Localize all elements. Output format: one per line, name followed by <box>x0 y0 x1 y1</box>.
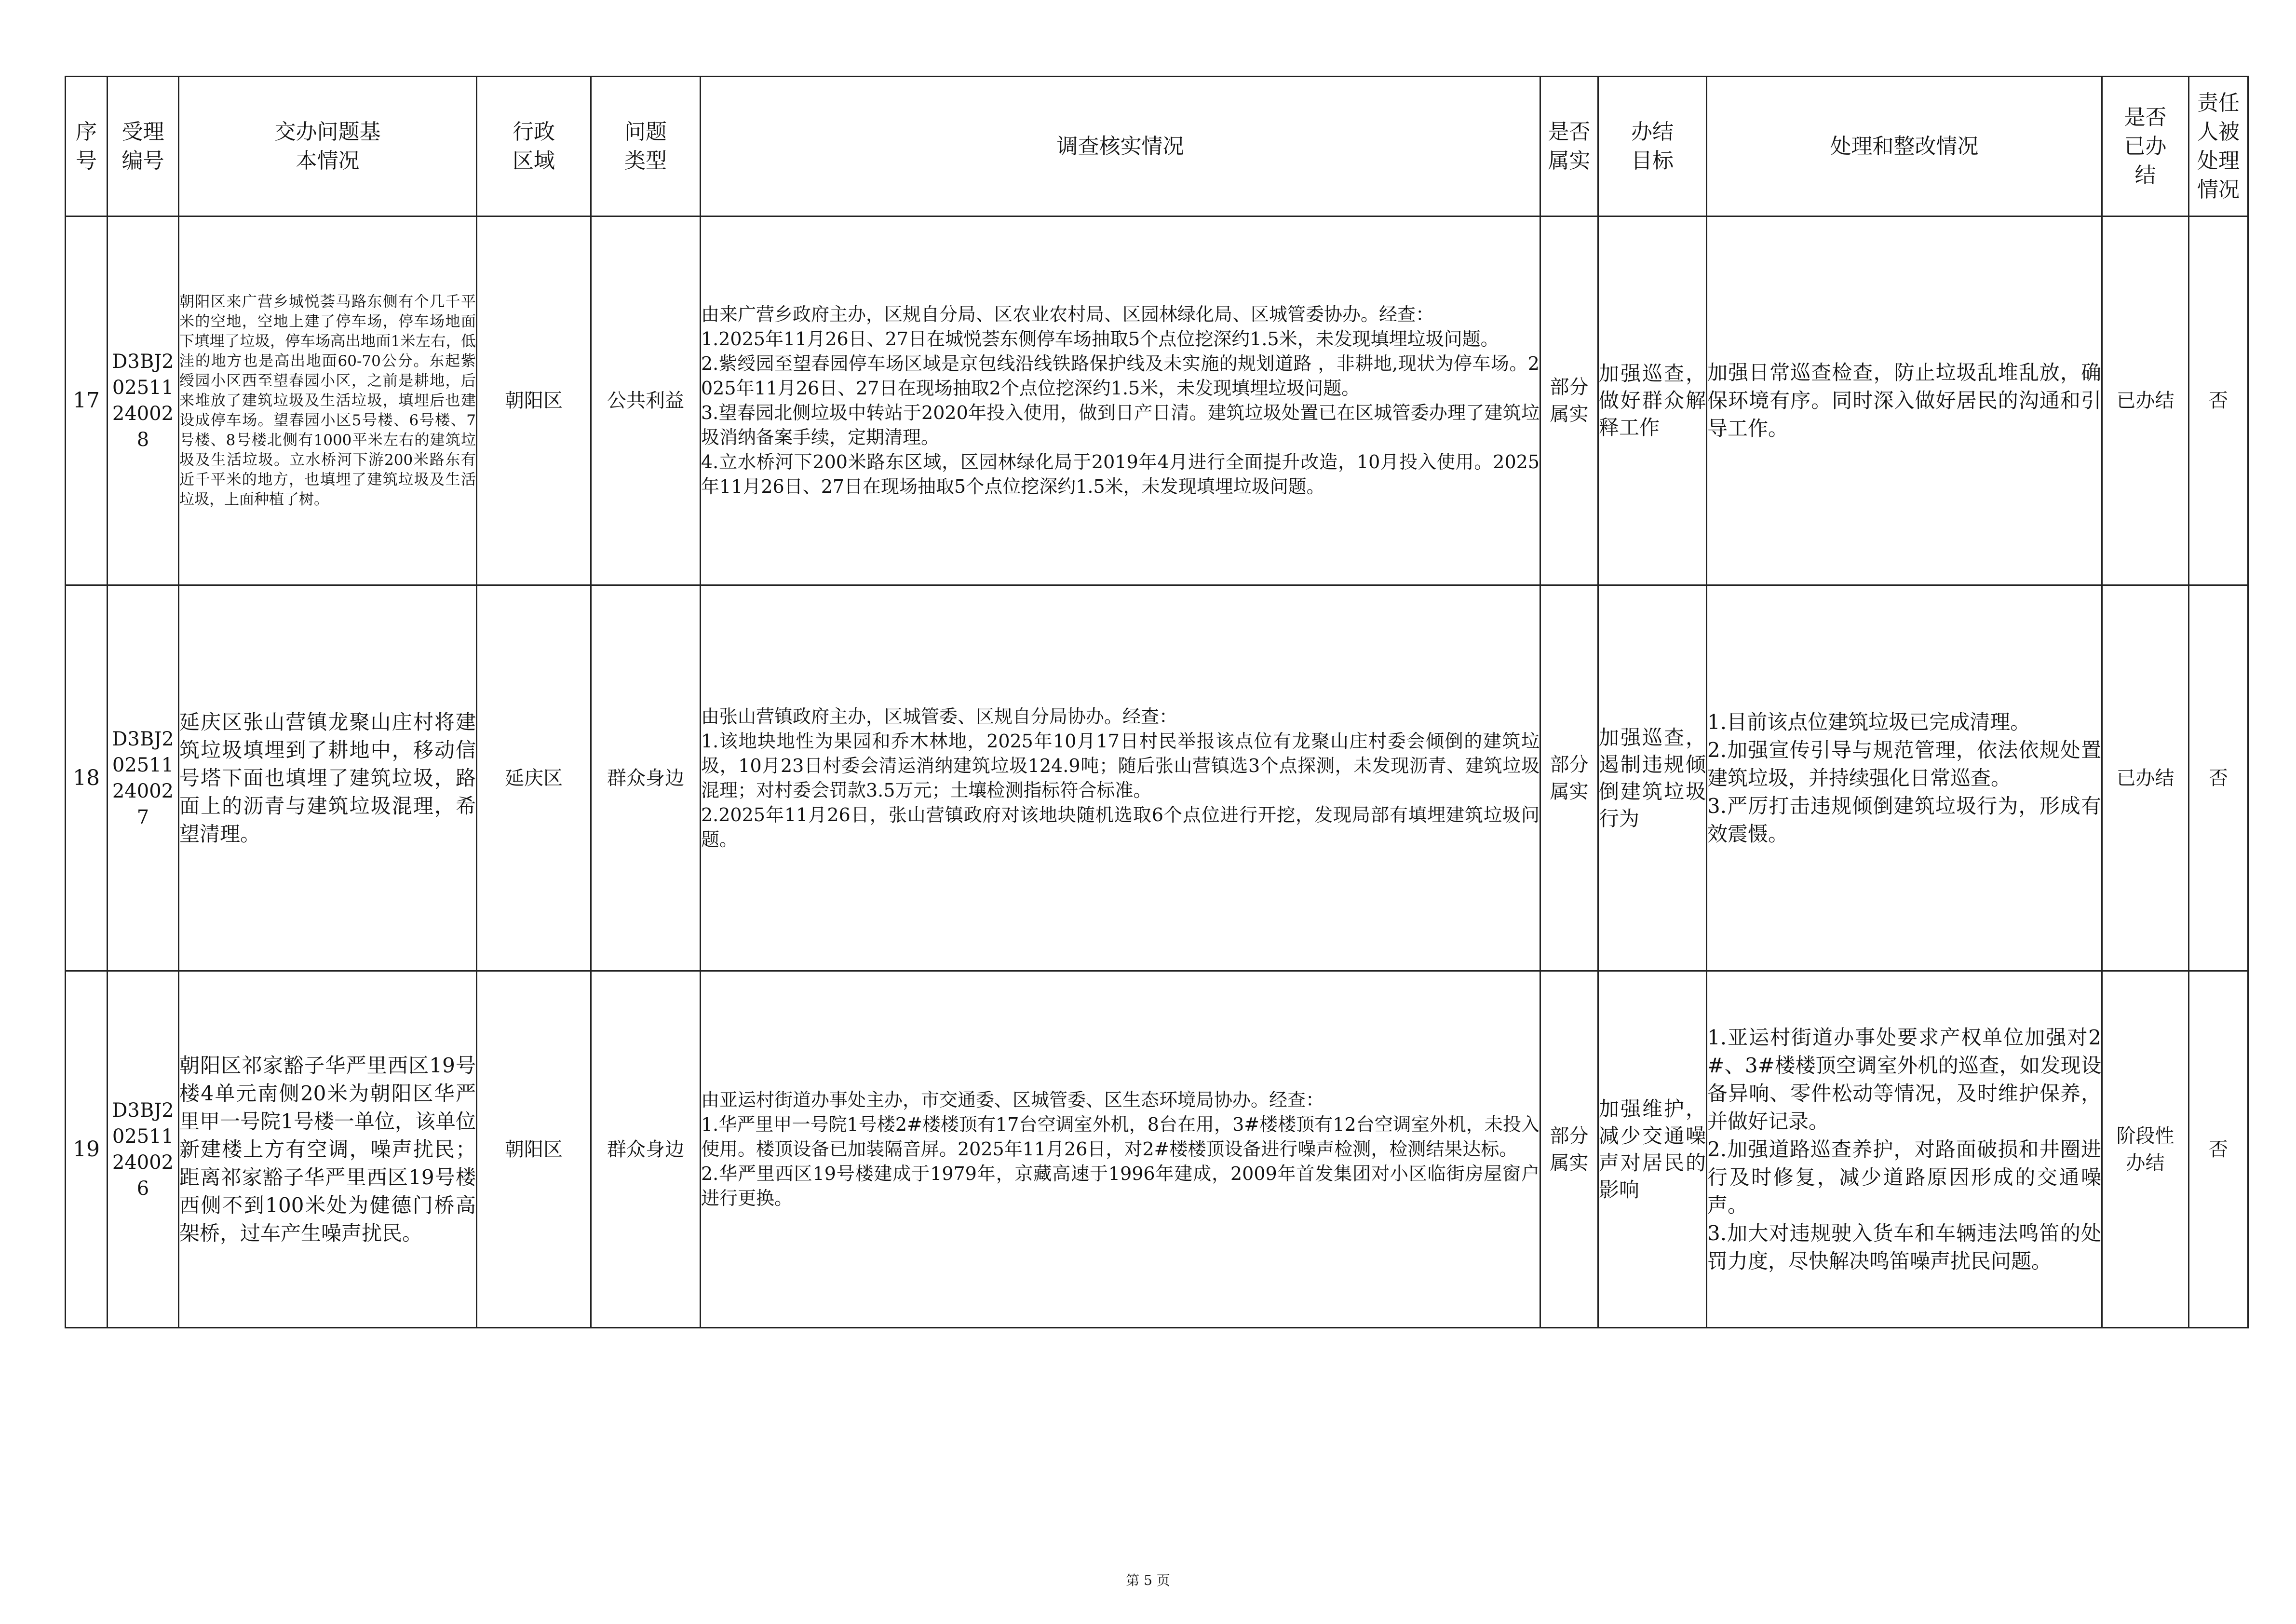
page-number: 第 5 页 <box>1126 1572 1170 1588</box>
table-row <box>66 217 2248 585</box>
row-type: 群众身边 <box>591 585 701 971</box>
handling-line: 3.加大对违规驶入货车和车辆违法鸣笛的处罚力度，尽快解决鸣笛噪声扰民问题。 <box>1707 1221 2101 1273</box>
handling-line: 加强日常巡查检查，防止垃圾乱堆乱放，确保环境有序。同时深入做好居民的沟通和引导工作。 <box>1707 361 2101 440</box>
table-header-row <box>66 77 2248 217</box>
row-goal: 加强巡查，遏制违规倾倒建筑垃圾行为 <box>1598 585 1707 971</box>
header-issue: 交办问题基本情况 <box>179 77 477 217</box>
investigation-line: 3.望春园北侧垃圾中转站于2020年投入使用，做到日产日清。建筑垃圾处置已在区城管委办理了建筑垃圾消纳备案手续，定期清理。 <box>701 402 1540 448</box>
header-investigation: 调查核实情况 <box>701 77 1540 217</box>
row-verified: 部分属实 <box>1540 971 1598 1328</box>
header-seq: 序号 <box>66 77 108 217</box>
row-investigation <box>701 217 1540 585</box>
handling-line: 2.加强道路巡查养护，对路面破损和井圈进行及时修复，减少道路原因形成的交通噪声。 <box>1707 1137 2101 1217</box>
row-seq: 17 <box>66 217 108 585</box>
row-accountability: 否 <box>2189 217 2248 585</box>
investigation-line: 由亚运村街道办事处主办，市交通委、区城管委、区生态环境局协办。经查： <box>701 1089 1324 1110</box>
investigation-line: 2.紫绶园至望春园停车场区域是京包线沿线铁路保护线及未实施的规划道路 ，非耕地,现状为停车场。2025年11月26日、27日在现场抽取2个点位挖深约1.5米，未发现填埋垃圾问题。 <box>701 353 1540 399</box>
table-row <box>66 585 2248 971</box>
row-seq: 19 <box>66 971 108 1328</box>
row-accountability: 否 <box>2189 971 2248 1328</box>
investigation-line: 2.华严里西区19号楼建成于1979年，京藏高速于1996年建成，2009年首发集团对小区临街房屋窗户进行更换。 <box>701 1163 1540 1209</box>
handling-line: 3.严厉打击违规倾倒建筑垃圾行为，形成有效震慑。 <box>1707 794 2101 846</box>
header-handling: 处理和整改情况 <box>1707 77 2102 217</box>
row-type: 公共利益 <box>591 217 701 585</box>
investigation-line: 1.华严里甲一号院1号楼2#楼楼顶有17台空调室外机，8台在用，3#楼楼顶有12台空调室外机，未投入使用。楼顶设备已加装隔音屏。2025年11月26日，对2#楼楼顶设备进行噪声检测，检测结果达标。 <box>701 1114 1540 1160</box>
row-investigation <box>701 971 1540 1328</box>
row-goal: 加强巡查，做好群众解释工作 <box>1598 217 1707 585</box>
row-code: D3BJ202511240028 <box>108 217 179 585</box>
row-completed: 已办结 <box>2102 217 2189 585</box>
row-completed: 已办结 <box>2102 585 2189 971</box>
handling-line: 2.加强宣传引导与规范管理，依法依规处置建筑垃圾，并持续强化日常巡查。 <box>1707 738 2101 790</box>
investigation-line: 1.2025年11月26日、27日在城悦荟东侧停车场抽取5个点位挖深约1.5米，未发现填埋垃圾问题。 <box>701 328 1499 350</box>
header-accountability: 责任人被处理情况 <box>2189 77 2248 217</box>
header-district: 行政区域 <box>477 77 591 217</box>
row-completed: 阶段性办结 <box>2102 971 2189 1328</box>
row-goal: 加强维护，减少交通噪声对居民的影响 <box>1598 971 1707 1328</box>
row-verified: 部分属实 <box>1540 585 1598 971</box>
row-handling <box>1707 971 2102 1328</box>
header-completed: 是否已办结 <box>2102 77 2189 217</box>
header-verified: 是否属实 <box>1540 77 1598 217</box>
row-type: 群众身边 <box>591 971 701 1328</box>
row-issue: 朝阳区来广营乡城悦荟马路东侧有个几千平米的空地，空地上建了停车场，停车场地面下填埋了垃圾，停车场高出地面1米左右，低洼的地方也是高出地面60-70公分。东起紫绶园小区西至望春园小区，之前是耕地，后来堆放了建筑垃圾及生活垃圾，填埋后也建设成停车场。望春园小区5号楼、6号楼、7号楼、8号楼北侧有1000平米左右的建筑垃圾及生活垃圾。立水桥河下游200米路东有近千平米的地方，也填埋了建筑垃圾及生活垃圾，上面种植了树。 <box>179 217 477 585</box>
row-accountability: 否 <box>2189 585 2248 971</box>
header-type: 问题类型 <box>591 77 701 217</box>
row-code: D3BJ202511240027 <box>108 585 179 971</box>
investigation-line: 1.该地块地性为果园和乔木林地，2025年10月17日村民举报该点位有龙聚山庄村委会倾倒的建筑垃圾，10月23日村委会清运消纳建筑垃圾124.9吨；随后张山营镇选3个点探测，未发现沥青、建筑垃圾混理；对村委会罚款3.5万元；土壤检测指标符合标准。 <box>701 730 1540 801</box>
row-investigation <box>701 585 1540 971</box>
handling-line: 1.目前该点位建筑垃圾已完成清理。 <box>1707 710 2031 734</box>
row-district: 朝阳区 <box>477 217 591 585</box>
row-verified: 部分属实 <box>1540 217 1598 585</box>
header-goal: 办结目标 <box>1598 77 1707 217</box>
table-row <box>66 971 2248 1328</box>
row-seq: 18 <box>66 585 108 971</box>
row-handling <box>1707 217 2102 585</box>
header-code: 受理编号 <box>108 77 179 217</box>
row-handling <box>1707 585 2102 971</box>
row-district: 朝阳区 <box>477 971 591 1328</box>
row-district: 延庆区 <box>477 585 591 971</box>
investigation-line: 2.2025年11月26日，张山营镇政府对该地块随机选取6个点位进行开挖，发现局部有填埋建筑垃圾问题。 <box>701 804 1540 850</box>
row-issue: 朝阳区祁家豁子华严里西区19号楼4单元南侧20米为朝阳区华严里甲一号院1号楼一单位，该单位新建楼上方有空调，噪声扰民；距离祁家豁子华严里西区19号楼西侧不到100米处为健德门桥高架桥，过车产生噪声扰民。 <box>179 971 477 1328</box>
investigation-line: 由张山营镇政府主办，区城管委、区规自分局协办。经查： <box>701 705 1178 727</box>
investigation-line: 4.立水桥河下200米路东区域，区园林绿化局于2019年4月进行全面提升改造，10月投入使用。2025年11月26日、27日在现场抽取5个点位挖深约1.5米，未发现填埋垃圾问题。 <box>701 451 1540 497</box>
row-issue: 延庆区张山营镇龙聚山庄村将建筑垃圾填埋到了耕地中，移动信号塔下面也填埋了建筑垃圾，路面上的沥青与建筑垃圾混理，希望清理。 <box>179 585 477 971</box>
complaint-table <box>65 76 2249 1328</box>
handling-line: 1.亚运村街道办事处要求产权单位加强对2#、3#楼楼顶空调室外机的巡查，如发现设备异响、零件松动等情况，及时维护保养，并做好记录。 <box>1707 1025 2101 1133</box>
investigation-line: 由来广营乡政府主办，区规自分局、区农业农村局、区园林绿化局、区城管委协办。经查： <box>701 304 1434 325</box>
row-code: D3BJ202511240026 <box>108 971 179 1328</box>
